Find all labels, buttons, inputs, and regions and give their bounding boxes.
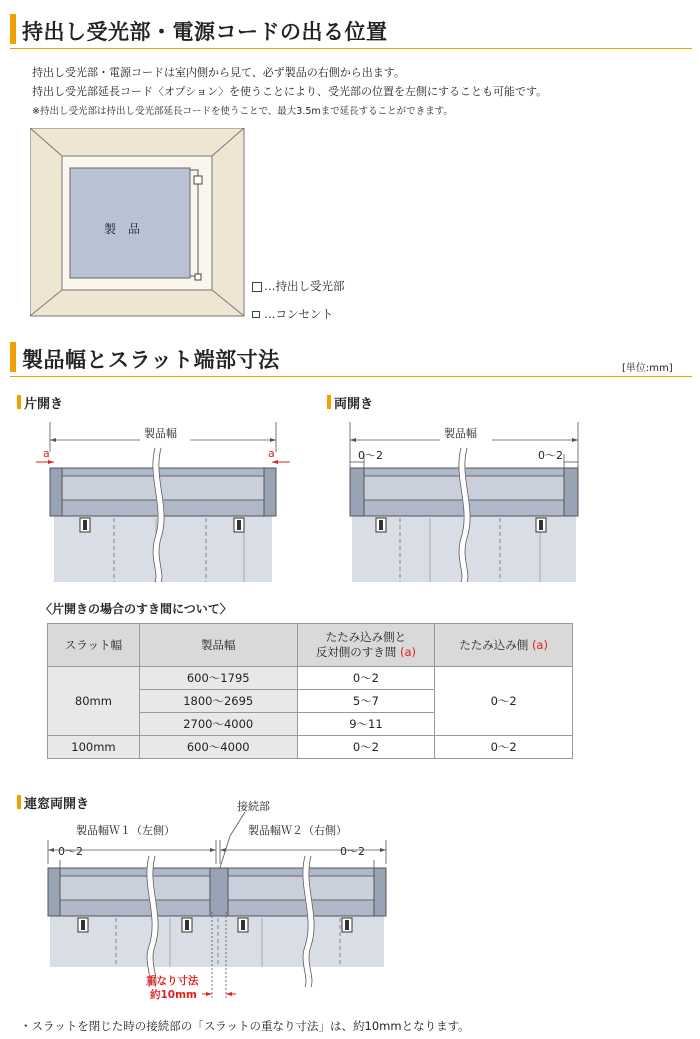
section-underline [10,48,692,49]
section-accent-bar [10,14,16,44]
square-outline-icon [252,282,262,292]
width-cell: 1800～2695 [139,690,297,713]
header-gap-opposite-line1: たたみ込み側と [325,630,407,644]
linked-gap-right: 0～2 [340,845,365,858]
linked-gap-left: 0～2 [58,845,83,858]
linked-open-title: 連窓両開き [24,797,90,812]
gap-a-right: a [268,447,275,460]
section-underline [10,376,692,377]
header-fold-a: (a) [531,637,548,652]
description-line-2: 持出し受光部延長コード〈オプション〉を使うことにより、受光部の位置を左側にすることも可能です。 [32,85,548,98]
product-label: 製 品 [104,222,141,236]
double-open-title: 両開き [334,397,374,412]
legend-outlet [252,306,333,322]
single-open-diagram [30,418,295,583]
table-row [48,736,573,759]
outlet-icon [252,311,260,318]
section-accent-bar [10,342,16,372]
double-width-label: 製品幅 [444,427,477,440]
overlap-value: 約10mm [150,989,197,1001]
header-gap-opposite-line2: 反対側のすき間 [315,645,397,659]
unit-label: [単位:mm] [622,363,673,374]
legend-receiver [252,278,345,294]
double-gap-right: 0～2 [538,449,563,462]
header-gap-a: (a) [399,645,416,659]
gap-cell: 9～11 [297,713,435,736]
overlap-label: 重なり寸法 [146,975,199,987]
double-open-diagram [340,418,590,583]
gap-table-caption: 〈片開きの場合のすき間について〉 [40,602,232,616]
fold-80-cell: 0～2 [435,667,573,736]
legend-receiver-label: …持出し受光部 [264,279,345,293]
w2-label: 製品幅Ｗ２（右側） [248,824,347,837]
double-gap-left: 0～2 [358,449,383,462]
single-width-label: 製品幅 [144,427,177,440]
table-row [48,667,573,690]
outlet-marker [195,274,201,280]
subsection-bar [327,395,331,409]
gap-a-left: a [43,447,50,460]
header-product-width: 製品幅 [139,624,297,667]
header-slat-width: スラット幅 [48,624,140,667]
table-header-row [48,624,573,667]
legend-outlet-label: …コンセント [264,307,333,321]
w1-label: 製品幅Ｗ１（左側） [76,824,175,837]
fold-100-cell: 0～2 [435,736,573,759]
receiver-marker [194,176,202,184]
section-title-dimensions: 製品幅とスラット端部寸法 [22,348,280,372]
slat-80-cell: 80mm [48,667,140,736]
joint-label: 接続部 [237,800,270,813]
subsection-bar [17,795,21,809]
section-title-position: 持出し受光部・電源コードの出る位置 [22,20,388,44]
gap-cell: 0～2 [297,736,435,759]
extension-note: ※持出し受光部は持出し受光部延長コードを使うことで、最大3.5mまで延長することができます。 [32,106,453,117]
slat-100-cell: 100mm [48,736,140,759]
gap-table [47,623,573,759]
footnote: ・スラットを閉じた時の接続部の「スラットの重なり寸法」は、約10mmとなります。 [20,1019,470,1033]
width-cell: 600～1795 [139,667,297,690]
single-open-title: 片開き [24,397,64,412]
header-fold-side [435,624,573,667]
subsection-bar [17,395,21,409]
description-line-1: 持出し受光部・電源コードは室内側から見て、必ず製品の右側から出ます。 [32,66,405,79]
gap-cell: 0～2 [297,667,435,690]
header-fold-side-label: たたみ込み側 [459,637,529,652]
width-cell: 2700～4000 [139,713,297,736]
linked-open-diagram [40,812,400,1002]
gap-cell: 5～7 [297,690,435,713]
width-cell: 600～4000 [139,736,297,759]
header-gap-opposite [297,624,435,667]
